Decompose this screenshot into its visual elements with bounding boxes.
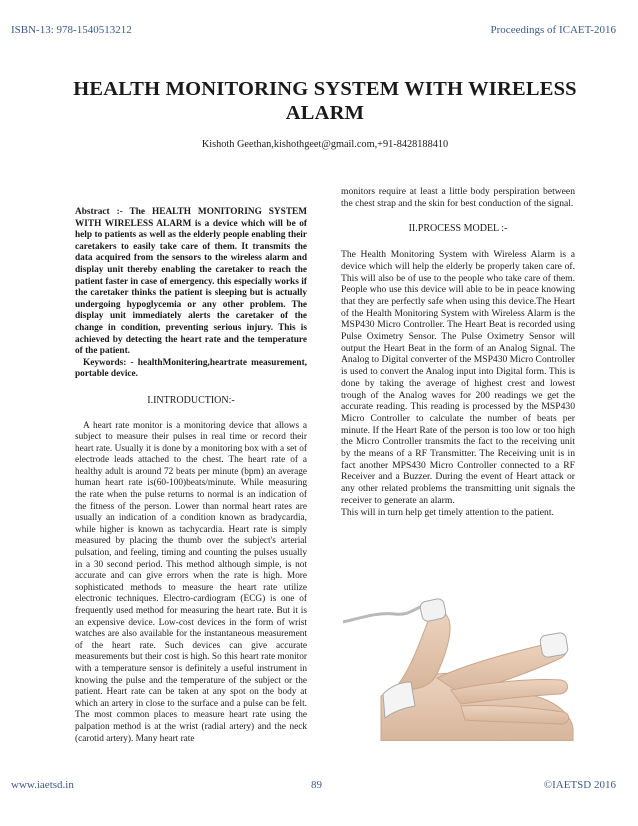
introduction-text: A heart rate monitor is a monitoring device that allows a subject to measure their pulses in real time or record their heart rate. Usually it is done by a monitoring box with a set of electrode leads attached to the chest. The heart rate of a healthy adult is around 72 beats per minute (bpm) an average human heart rate is(60-100)beats/minute. While measuring the rate when the pulse returns to normal is an indication of the fitness of the person. Lower than normal heart rates are usually an indication of a condition known as bradycardia, while higher is known as tachycardia. Heart rate is simply measured by placing the thumb over the subject's arterial pulsation, and feeling, timing and counting the pulses usually in a 30 second period. This method although simple, is not accurate and can give errors when the rate is high. More sophisticated methods to measure the heart rate utilize electronic techniques. Electro-cardiogram (ECG) is one of frequently used method for measuring the heart rate. But it is an expensive device. Low-cost devices in the form of wrist watches are also available for the instantaneous measurement of the heart rate. Such devices can give accurate measurements but their cost is high. So this heart rate monitor with a temperature sensor is definitely a useful instrument in knowing the pulse and the temperature of the subject or the patient. Heart rate can be taken at any spot on the body at which an artery in close to the surface and a pulse can be felt. The most common places to measure heart rate using the palpation method is at the wrist (radial artery) and the neck (carotid artery). Many heart rate <box>75 420 307 744</box>
abstract: Abstract :- The HEALTH MONITORING SYSTEM WITH WIRELESS ALARM is a device which will be of help to patients as well as the elderly people enabling their caretakers to easily take care of them. It transmits the data acquired from the sensors to the wireless alarm and display unit thereby enabling the caretaker to reach the patient faster in case of emergency. this especially works if the caretaker thinks the patient is sleeping but is actually undergoing hypoglycemia or any other problem. The display unit immediately alerts the caretaker of the change in condition, preventing serious injury. This is achieved by detecting the heart rate and the temperature of the patient. <box>75 207 307 357</box>
paper-authors: Kishoth Geethan,kishothgeet@gmail.com,+91-8428188410 <box>201 139 449 150</box>
hand-sensor-figure <box>341 578 577 741</box>
right-column <box>341 186 575 518</box>
introduction-heading: I.INTRODUCTION:- <box>147 394 235 406</box>
isbn-header: ISBN-13: 978-1540513212 <box>11 24 132 36</box>
left-column <box>75 207 307 745</box>
sensor-cable <box>343 604 427 622</box>
process-model-text: The Health Monitoring System with Wireless Alarm is a device which will help the elderly be properly taken care of. This will also be of use to the people who take care of them. People who use this device will able to be in peace knowing that they are perfectly safe when using this device.The Heart of the Health Monitoring System with Wireless Alarm is the MSP430 Micro Controller. The Heart Beat is recorded using Pulse Oximetry Sensor. The Pulse Oximetry Sensor will output the Heart Beat in the form of an Analog Signal. The Analog to Digital converter of the MSP430 Micro Controller is used to convert the Analog input into Digital form. This is done by taking the average of highest crest and lowest trough of the Analog waves for 200 readings we get the accurate reading. This reading is processed by the MSP430 Micro Controller to calculate the number of beats per minute. If the Heart Rate of the person is too low or too high the Micro Controller transmits the fact to the receiving unit by the means of a RF Transmitter. The Receiving unit is in fact another MPS430 Micro Controller connected to a RF Receiver and a Buzzer. During the event of Heart attack or any other related problems the transmitting unit signals the receiver to generate an alarm. <box>341 249 575 506</box>
process-model-heading: II.PROCESS MODEL :- <box>408 223 508 235</box>
proceedings-header: Proceedings of ICAET-2016 <box>490 24 616 36</box>
paper-title: HEALTH MONITORING SYSTEM WITH WIRELESS ALARM <box>73 78 577 124</box>
keywords: Keywords: - healthMonitering,heartrate measurement, portable device. <box>75 357 307 380</box>
copyright-footer: ©IAETSD 2016 <box>543 779 616 791</box>
page-number: 89 <box>311 779 322 791</box>
closing-text: This will in turn help get timely attention to the patient. <box>341 506 554 518</box>
website-footer: www.iaetsd.in <box>11 779 74 791</box>
continuation-text: monitors require at least a little body perspiration between the chest strap and the skin for best conduction of the signal. <box>341 186 575 209</box>
hand-sensor-illustration <box>341 578 577 741</box>
